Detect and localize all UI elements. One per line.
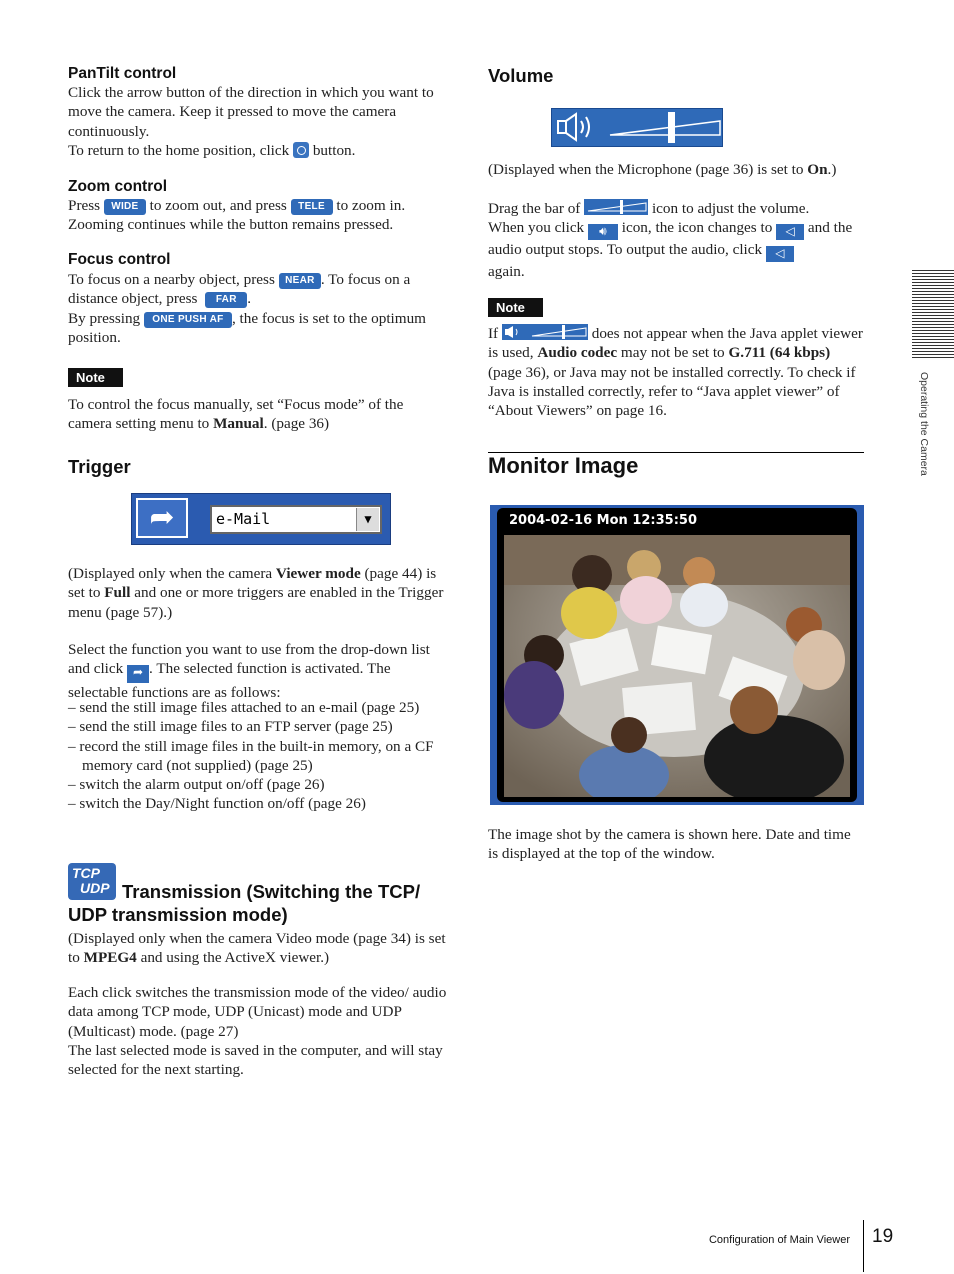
focus-text: To focus on a nearby object, press NEAR . To focus on a distance object, press FAR . By pressing ONE PUSH AF , the focus is set to the optimum position. [68, 271, 426, 346]
volume-control-icon [502, 324, 588, 340]
volume-text-1: (Displayed when the Microphone (page 36) is set to On.) [488, 161, 837, 178]
list-item: – switch the alarm output on/off (page 26) [68, 776, 325, 794]
trigger-heading: Trigger [68, 456, 131, 477]
pantilt-text: Click the arrow button of the direction in which you want to move the camera. Keep it pressed to move the camera continuously. To return to the home position, click button. [68, 84, 434, 159]
near-button[interactable]: NEAR [279, 273, 321, 289]
tcp-udp-icon[interactable]: TCP UDP [68, 863, 116, 900]
pantilt-heading: PanTilt control [68, 65, 177, 82]
list-item: – send the still image files attached to an e-mail (page 25) [68, 699, 420, 716]
trigger-text-2: Select the function you want to use from the drop-down list and click ➦ . The selected function is activated. The selectable functions are as follows: [68, 641, 430, 702]
trigger-execute-icon[interactable]: ➦ [136, 498, 188, 538]
volume-heading: Volume [488, 65, 554, 86]
monitor-timestamp: 2004-02-16 Mon 12:35:50 [509, 513, 697, 528]
list-item: – record the still image files in the built-in memory, on a CF memory card (not supplied) (page 25) [68, 737, 434, 774]
list-item: – send the still image files to an FTP server (page 25) [68, 718, 393, 736]
volume-control-svg[interactable] [552, 109, 722, 146]
footer-divider [863, 1220, 864, 1272]
page-number: 19 [872, 1226, 894, 1247]
zoom-text: Press WIDE to zoom out, and press TELE to zoom in. Zooming continues while the button remains pressed. [68, 197, 406, 234]
tele-button[interactable]: TELE [291, 199, 333, 215]
trigger-panel [131, 493, 391, 545]
zoom-heading: Zoom control [68, 178, 168, 195]
home-position-button[interactable] [293, 142, 309, 158]
monitor-image-heading: Monitor Image [488, 453, 639, 478]
note-badge: Note [68, 368, 123, 387]
section-tab-marker [912, 270, 954, 358]
focus-heading: Focus control [68, 251, 171, 268]
list-item: – switch the Day/Night function on/off (page 26) [68, 795, 366, 813]
monitor-image-frame [490, 505, 864, 805]
speaker-icon[interactable] [558, 114, 589, 140]
volume-slider-icon [584, 199, 648, 215]
volume-slider[interactable] [610, 112, 720, 143]
footer-section-title: Configuration of Main Viewer [708, 1234, 850, 1246]
volume-slider-handle[interactable] [668, 112, 675, 143]
trigger-function-list [68, 698, 448, 814]
speaker-muted-icon: ◁ [766, 246, 794, 262]
volume-text-2: Drag the bar of icon to adjust the volume. When you click 🔊︎ icon, the icon changes to ◁ and the audio output stops. To output the audio, click ◁ again. [488, 200, 853, 281]
trigger-select[interactable]: e-Mail ▼ [210, 505, 382, 534]
camera-image [504, 535, 850, 797]
speaker-muted-icon: ◁ [776, 224, 804, 240]
volume-panel [551, 108, 723, 147]
speaker-on-icon: 🔊︎ [588, 224, 618, 240]
focus-note-text: To control the focus manually, set “Focus mode” of the camera setting menu to Manual. (page 36) [68, 396, 404, 433]
wide-button[interactable]: WIDE [104, 199, 146, 215]
transmission-text-2: Each click switches the transmission mode of the video/ audio data among TCP mode, UDP (Unicast) mode and UDP (Multicast) mode. (page 27) [68, 984, 447, 1040]
transmission-heading: Transmission (Switching the TCP/ UDP transmission mode) [68, 881, 421, 925]
far-button[interactable]: FAR [205, 292, 247, 308]
section-tab-label: Operating the Camera [918, 372, 930, 476]
volume-note-text: If does not appear when the Java applet viewer is used, Audio codec may not be set to G.711 (64 kbps) (page 36), or Java may not be installed correctly. To check if Java is installed correctly, refer to “Java applet viewer” of “About Viewers” on page 16. [488, 325, 863, 420]
note-badge: Note [488, 298, 543, 317]
trigger-execute-icon-inline: ➦ [127, 665, 149, 683]
trigger-text-1: (Displayed only when the camera Viewer mode (page 44) is set to Full and one or more triggers are enabled in the Trigger menu (page 57).) [68, 565, 444, 621]
transmission-text-1: (Displayed only when the camera Video mode (page 34) is set to MPEG4 and using the ActiveX viewer.) [68, 930, 446, 967]
transmission-text-3: The last selected mode is saved in the computer, and will stay selected for the next starting. [68, 1042, 443, 1079]
monitor-image-text: The image shot by the camera is shown here. Date and time is displayed at the top of the window. [488, 826, 851, 863]
one-push-af-button[interactable]: ONE PUSH AF [144, 312, 232, 328]
chevron-down-icon[interactable]: ▼ [356, 508, 379, 531]
